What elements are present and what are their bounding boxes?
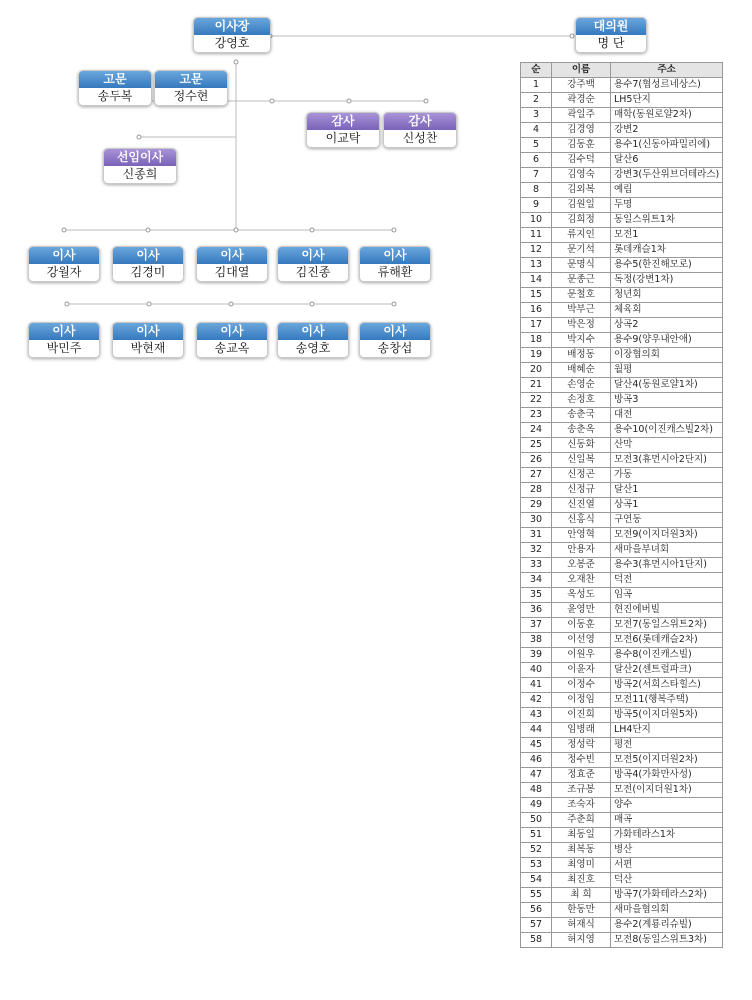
- member-address: 모전6(롯데캐슬2차): [611, 633, 723, 648]
- member-name: 임병래: [552, 723, 611, 738]
- member-address: 용수1(신동아파밀리에): [611, 138, 723, 153]
- member-name: 옥성도: [552, 588, 611, 603]
- member-address: 청년회: [611, 288, 723, 303]
- director-node: [196, 322, 268, 358]
- member-address: 용수7(협성르네상스): [611, 78, 723, 93]
- member-address: 예림: [611, 183, 723, 198]
- table-header-row: [521, 63, 723, 78]
- row-number: 27: [521, 468, 552, 483]
- row-number: 58: [521, 933, 552, 948]
- table-row: [521, 498, 723, 513]
- table-row: [521, 738, 723, 753]
- member-address: 강변3(두산위브더테라스): [611, 168, 723, 183]
- member-address: 매곡: [611, 813, 723, 828]
- role-label: 이사장: [194, 18, 270, 35]
- person-name: 김경미: [113, 264, 183, 281]
- member-address: 모전9(이지더원3차): [611, 528, 723, 543]
- roster-body: [521, 78, 723, 948]
- row-number: 23: [521, 408, 552, 423]
- row-number: 24: [521, 423, 552, 438]
- person-name: 송두복: [79, 88, 151, 105]
- member-name: 조숙자: [552, 798, 611, 813]
- table-row: [521, 858, 723, 873]
- table-row: [521, 873, 723, 888]
- member-address: 새마을부녀회: [611, 543, 723, 558]
- row-number: 55: [521, 888, 552, 903]
- table-row: [521, 198, 723, 213]
- row-number: 11: [521, 228, 552, 243]
- table-row: [521, 528, 723, 543]
- member-name: 배혜순: [552, 363, 611, 378]
- table-row: [521, 153, 723, 168]
- member-address: 대전: [611, 408, 723, 423]
- table-row: [521, 618, 723, 633]
- table-row: [521, 693, 723, 708]
- member-address: 용수5(한진해모로): [611, 258, 723, 273]
- person-name: 박현재: [113, 340, 183, 357]
- row-number: 1: [521, 78, 552, 93]
- person-name: 김대열: [197, 264, 267, 281]
- director-node: [28, 322, 100, 358]
- member-name: 배정동: [552, 348, 611, 363]
- person-name: 신성찬: [384, 130, 456, 147]
- row-number: 57: [521, 918, 552, 933]
- table-row: [521, 513, 723, 528]
- row-number: 37: [521, 618, 552, 633]
- member-address: 방곡4(가화만사성): [611, 768, 723, 783]
- row-number: 47: [521, 768, 552, 783]
- member-name: 김영숙: [552, 168, 611, 183]
- row-number: 41: [521, 678, 552, 693]
- table-row: [521, 423, 723, 438]
- table-row: [521, 723, 723, 738]
- person-name: 류해환: [360, 264, 430, 281]
- row-number: 32: [521, 543, 552, 558]
- person-name: 강월자: [29, 264, 99, 281]
- row-number: 34: [521, 573, 552, 588]
- row-number: 19: [521, 348, 552, 363]
- row-number: 52: [521, 843, 552, 858]
- table-row: [521, 888, 723, 903]
- member-name: 박은정: [552, 318, 611, 333]
- member-address: 달산6: [611, 153, 723, 168]
- member-name: 문종근: [552, 273, 611, 288]
- member-name: 김외복: [552, 183, 611, 198]
- table-row: [521, 918, 723, 933]
- role-label: 이사: [113, 247, 183, 264]
- role-label: 이사: [197, 247, 267, 264]
- member-name: 정효준: [552, 768, 611, 783]
- row-number: 33: [521, 558, 552, 573]
- member-name: 문철호: [552, 288, 611, 303]
- member-name: 주춘희: [552, 813, 611, 828]
- row-number: 51: [521, 828, 552, 843]
- row-number: 22: [521, 393, 552, 408]
- row-number: 43: [521, 708, 552, 723]
- member-name: 정수빈: [552, 753, 611, 768]
- row-number: 6: [521, 153, 552, 168]
- member-name: 한동만: [552, 903, 611, 918]
- member-name: 문기석: [552, 243, 611, 258]
- row-number: 54: [521, 873, 552, 888]
- table-row: [521, 573, 723, 588]
- row-number: 44: [521, 723, 552, 738]
- table-row: [521, 453, 723, 468]
- member-address: 덕산: [611, 873, 723, 888]
- director-node: [277, 322, 349, 358]
- table-row: [521, 93, 723, 108]
- role-label: 이사: [278, 323, 348, 340]
- member-name: 윤영만: [552, 603, 611, 618]
- member-address: 모전7(동일스위트2차): [611, 618, 723, 633]
- table-row: [521, 708, 723, 723]
- row-number: 14: [521, 273, 552, 288]
- role-label: 이사: [113, 323, 183, 340]
- row-number: 42: [521, 693, 552, 708]
- row-number: 35: [521, 588, 552, 603]
- member-address: 두명: [611, 198, 723, 213]
- table-row: [521, 813, 723, 828]
- role-label: 이사: [360, 323, 430, 340]
- council-node: [575, 17, 647, 53]
- row-number: 48: [521, 783, 552, 798]
- member-address: 이장협의회: [611, 348, 723, 363]
- row-number: 40: [521, 663, 552, 678]
- row-number: 56: [521, 903, 552, 918]
- member-name: 최진호: [552, 873, 611, 888]
- advisor-node: [154, 70, 228, 106]
- table-row: [521, 933, 723, 948]
- member-address: 강변2: [611, 123, 723, 138]
- member-name: 김동훈: [552, 138, 611, 153]
- member-name: 오봉준: [552, 558, 611, 573]
- table-row: [521, 603, 723, 618]
- member-name: 김수덕: [552, 153, 611, 168]
- member-address: 용수2(계룡리슈빌): [611, 918, 723, 933]
- member-name: 이진희: [552, 708, 611, 723]
- member-name: 곽경순: [552, 93, 611, 108]
- table-row: [521, 678, 723, 693]
- member-address: 동일스위트1차: [611, 213, 723, 228]
- member-name: 류지인: [552, 228, 611, 243]
- member-address: 산막: [611, 438, 723, 453]
- member-address: 구연동: [611, 513, 723, 528]
- chairman-node: [193, 17, 271, 53]
- role-label: 이사: [29, 323, 99, 340]
- person-name: 송교옥: [197, 340, 267, 357]
- director-node: [359, 322, 431, 358]
- director-node: [112, 246, 184, 282]
- member-name: 김경영: [552, 123, 611, 138]
- member-name: 신일복: [552, 453, 611, 468]
- senior-director-node: [103, 148, 177, 184]
- table-row: [521, 363, 723, 378]
- table-row: [521, 438, 723, 453]
- row-number: 12: [521, 243, 552, 258]
- auditor-node: [383, 112, 457, 148]
- table-row: [521, 318, 723, 333]
- row-number: 13: [521, 258, 552, 273]
- member-address: 모전5(이지더원2차): [611, 753, 723, 768]
- member-name: 안용자: [552, 543, 611, 558]
- row-number: 10: [521, 213, 552, 228]
- member-name: 허재식: [552, 918, 611, 933]
- member-address: 평전: [611, 738, 723, 753]
- row-number: 28: [521, 483, 552, 498]
- table-row: [521, 183, 723, 198]
- table-row: [521, 288, 723, 303]
- member-address: 매학(동원로얄2차): [611, 108, 723, 123]
- row-number: 5: [521, 138, 552, 153]
- person-name: 김진종: [278, 264, 348, 281]
- table-row: [521, 828, 723, 843]
- member-address: 용수8(이진캐스빌): [611, 648, 723, 663]
- member-name: 신정규: [552, 483, 611, 498]
- member-name: 박부근: [552, 303, 611, 318]
- member-address: 모전3(휴먼시아2단지): [611, 453, 723, 468]
- table-row: [521, 588, 723, 603]
- table-row: [521, 108, 723, 123]
- table-row: [521, 168, 723, 183]
- director-node: [359, 246, 431, 282]
- member-address: 가화테라스1차: [611, 828, 723, 843]
- column-header-number: 순: [521, 63, 552, 78]
- member-name: 이원우: [552, 648, 611, 663]
- member-name: 곽일주: [552, 108, 611, 123]
- row-number: 53: [521, 858, 552, 873]
- member-address: 용수9(양우내안애): [611, 333, 723, 348]
- table-row: [521, 558, 723, 573]
- row-number: 15: [521, 288, 552, 303]
- member-name: 송춘국: [552, 408, 611, 423]
- row-number: 2: [521, 93, 552, 108]
- table-row: [521, 663, 723, 678]
- row-number: 45: [521, 738, 552, 753]
- member-address: 덕전: [611, 573, 723, 588]
- table-row: [521, 903, 723, 918]
- table-row: [521, 348, 723, 363]
- director-node: [112, 322, 184, 358]
- member-name: 문명식: [552, 258, 611, 273]
- member-address: 상곡1: [611, 498, 723, 513]
- member-address: LH4단지: [611, 723, 723, 738]
- member-address: 병산: [611, 843, 723, 858]
- row-number: 36: [521, 603, 552, 618]
- member-address: 용수10(이진캐스빌2차): [611, 423, 723, 438]
- person-name: 정수현: [155, 88, 227, 105]
- member-name: 신동화: [552, 438, 611, 453]
- member-address: 상곡2: [611, 318, 723, 333]
- director-node: [28, 246, 100, 282]
- member-address: 양수: [611, 798, 723, 813]
- member-address: 방곡3: [611, 393, 723, 408]
- member-address: 임곡: [611, 588, 723, 603]
- member-address: 달산4(동원로얄1차): [611, 378, 723, 393]
- row-number: 7: [521, 168, 552, 183]
- role-label: 이사: [197, 323, 267, 340]
- member-address: 현진에버빌: [611, 603, 723, 618]
- row-number: 17: [521, 318, 552, 333]
- row-number: 46: [521, 753, 552, 768]
- auditor-node: [306, 112, 380, 148]
- person-name: 송창섭: [360, 340, 430, 357]
- row-number: 8: [521, 183, 552, 198]
- table-row: [521, 753, 723, 768]
- table-row: [521, 228, 723, 243]
- row-number: 16: [521, 303, 552, 318]
- director-node: [196, 246, 268, 282]
- role-label: 이사: [29, 247, 99, 264]
- table-row: [521, 783, 723, 798]
- row-number: 38: [521, 633, 552, 648]
- row-number: 9: [521, 198, 552, 213]
- row-number: 31: [521, 528, 552, 543]
- table-row: [521, 633, 723, 648]
- member-address: 서편: [611, 858, 723, 873]
- member-name: 김희정: [552, 213, 611, 228]
- member-address: 방곡7(가화테라스2차): [611, 888, 723, 903]
- member-name: 김원일: [552, 198, 611, 213]
- column-header-name: 이름: [552, 63, 611, 78]
- member-name: 송춘옥: [552, 423, 611, 438]
- row-number: 4: [521, 123, 552, 138]
- table-row: [521, 543, 723, 558]
- member-address: LH5단지: [611, 93, 723, 108]
- member-name: 오재찬: [552, 573, 611, 588]
- table-row: [521, 303, 723, 318]
- member-name: 신진열: [552, 498, 611, 513]
- member-name: 이선영: [552, 633, 611, 648]
- row-number: 30: [521, 513, 552, 528]
- role-label: 이사: [278, 247, 348, 264]
- row-number: 21: [521, 378, 552, 393]
- row-number: 26: [521, 453, 552, 468]
- member-address: 모전1: [611, 228, 723, 243]
- row-number: 49: [521, 798, 552, 813]
- member-address: 모전(이지더원1차): [611, 783, 723, 798]
- member-name: 신정곤: [552, 468, 611, 483]
- role-label: 고문: [155, 71, 227, 88]
- table-row: [521, 408, 723, 423]
- table-row: [521, 78, 723, 93]
- table-row: [521, 648, 723, 663]
- member-name: 이동훈: [552, 618, 611, 633]
- member-address: 체육회: [611, 303, 723, 318]
- row-number: 3: [521, 108, 552, 123]
- member-name: 최복동: [552, 843, 611, 858]
- person-name: 명 단: [576, 35, 646, 52]
- member-address: 모전8(동일스위트3차): [611, 933, 723, 948]
- column-header-address: 주소: [611, 63, 723, 78]
- member-name: 이윤자: [552, 663, 611, 678]
- council-roster-table: [520, 62, 723, 948]
- member-address: 롯데캐슬1차: [611, 243, 723, 258]
- member-name: 손영순: [552, 378, 611, 393]
- member-address: 용수3(휴먼시아1단지): [611, 558, 723, 573]
- table-row: [521, 798, 723, 813]
- member-address: 방곡5(이지더원5차): [611, 708, 723, 723]
- row-number: 39: [521, 648, 552, 663]
- member-name: 이정수: [552, 678, 611, 693]
- member-address: 새마을협의회: [611, 903, 723, 918]
- table-row: [521, 843, 723, 858]
- table-row: [521, 213, 723, 228]
- member-address: 달산1: [611, 483, 723, 498]
- member-address: 월평: [611, 363, 723, 378]
- row-number: 29: [521, 498, 552, 513]
- row-number: 50: [521, 813, 552, 828]
- role-label: 감사: [384, 113, 456, 130]
- role-label: 이사: [360, 247, 430, 264]
- member-name: 최영미: [552, 858, 611, 873]
- table-row: [521, 483, 723, 498]
- member-name: 안영혁: [552, 528, 611, 543]
- member-name: 이정임: [552, 693, 611, 708]
- person-name: 강영호: [194, 35, 270, 52]
- table-row: [521, 123, 723, 138]
- role-label: 선임이사: [104, 149, 176, 166]
- row-number: 20: [521, 363, 552, 378]
- member-address: 독정(강변1차): [611, 273, 723, 288]
- row-number: 18: [521, 333, 552, 348]
- member-name: 박지수: [552, 333, 611, 348]
- member-name: 조규봉: [552, 783, 611, 798]
- role-label: 고문: [79, 71, 151, 88]
- member-name: 정성락: [552, 738, 611, 753]
- member-name: 최동일: [552, 828, 611, 843]
- person-name: 이교탁: [307, 130, 379, 147]
- member-address: 달산2(센트럴파크): [611, 663, 723, 678]
- row-number: 25: [521, 438, 552, 453]
- table-row: [521, 243, 723, 258]
- member-address: 모전11(행복주택): [611, 693, 723, 708]
- role-label: 감사: [307, 113, 379, 130]
- member-name: 손정호: [552, 393, 611, 408]
- member-name: 허지영: [552, 933, 611, 948]
- table-row: [521, 768, 723, 783]
- person-name: 박민주: [29, 340, 99, 357]
- table-row: [521, 393, 723, 408]
- member-name: 최 희: [552, 888, 611, 903]
- director-node: [277, 246, 349, 282]
- role-label: 대의원: [576, 18, 646, 35]
- table-row: [521, 378, 723, 393]
- person-name: 송영호: [278, 340, 348, 357]
- member-address: 가동: [611, 468, 723, 483]
- table-row: [521, 258, 723, 273]
- table-row: [521, 273, 723, 288]
- table-row: [521, 333, 723, 348]
- table-row: [521, 138, 723, 153]
- member-name: 신홍식: [552, 513, 611, 528]
- person-name: 신종희: [104, 166, 176, 183]
- member-name: 강주백: [552, 78, 611, 93]
- member-address: 방곡2(서희스타힐스): [611, 678, 723, 693]
- table-row: [521, 468, 723, 483]
- advisor-node: [78, 70, 152, 106]
